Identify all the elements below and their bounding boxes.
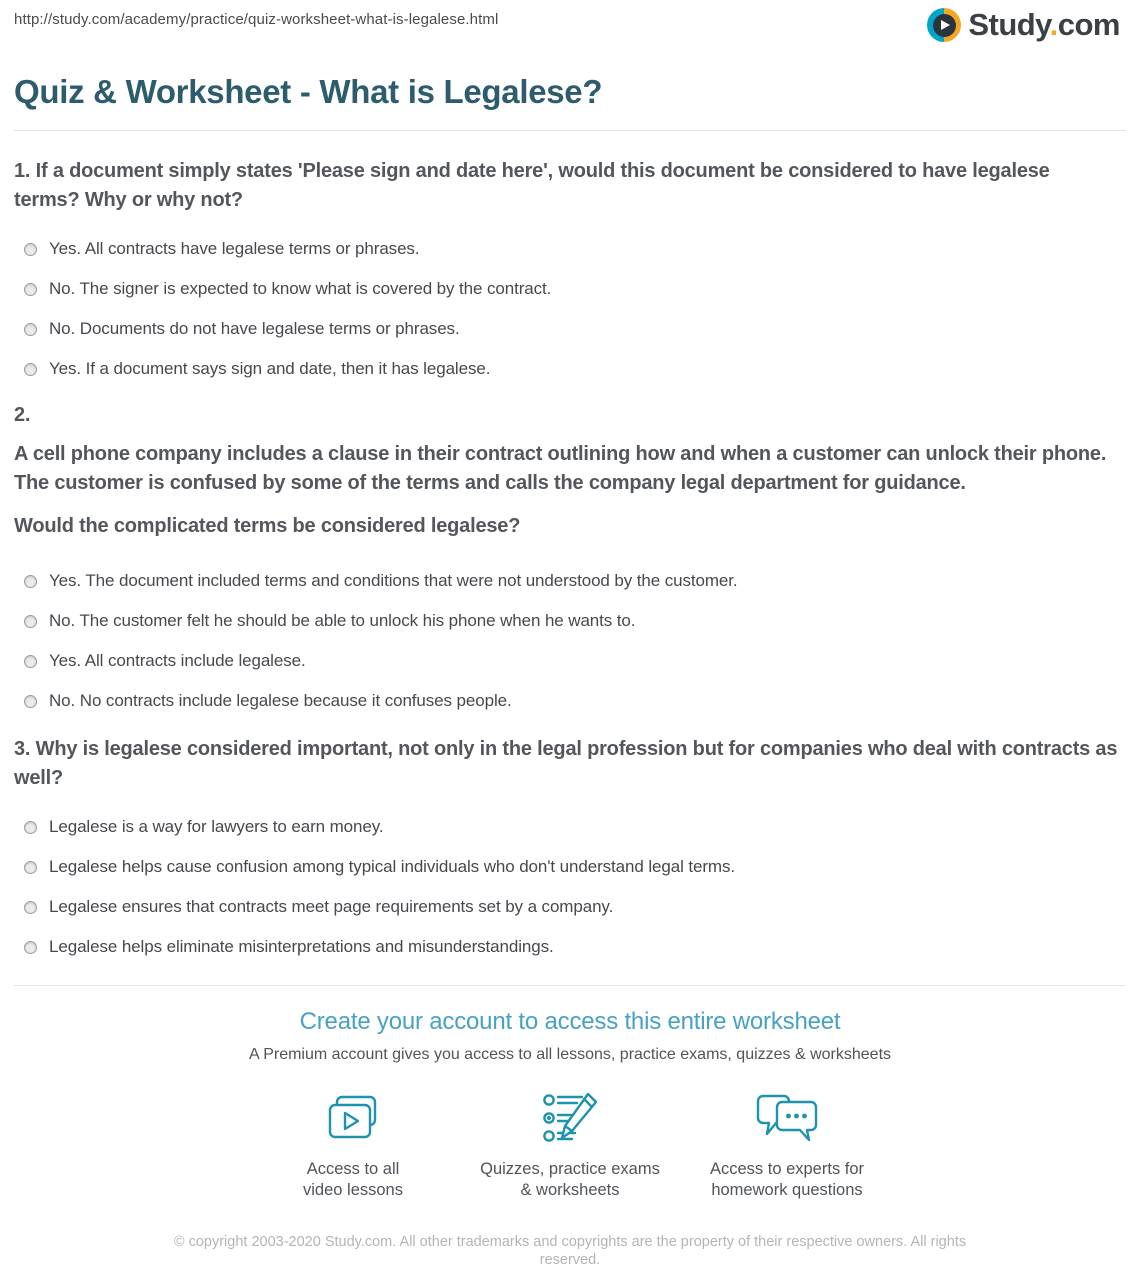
radio-button[interactable] [24,615,37,628]
copyright-notice: © copyright 2003-2020 Study.com. All other trademarks and copyrights are the property of their respective owners. All rights reserved. [173,1234,967,1268]
quiz-worksheet-icon [462,1090,679,1146]
logo-wordmark: Study.com [968,7,1120,42]
question-3-options [14,817,1126,957]
radio-button[interactable] [24,861,37,874]
feature-caption: Access to experts for homework questions [709,1160,865,1199]
option-label: Yes. If a document says sign and date, then it has legalese. [49,359,491,378]
studycom-logo[interactable] [927,7,1120,43]
option-label: Legalese helps eliminate misinterpretations and misunderstandings. [49,937,554,956]
question-2 [14,401,1126,711]
cta-divider [14,985,1126,986]
play-logo-icon [927,8,961,42]
option-label: Yes. All contracts have legalese terms or phrases. [49,239,420,258]
question-2-text: Would the complicated terms be considered legalese? [14,515,521,537]
radio-button[interactable] [24,655,37,668]
video-lessons-icon [245,1090,462,1146]
page-title: Quiz & Worksheet - What is Legalese? [14,73,603,110]
question-1-options [14,239,1126,379]
question-option[interactable] [14,651,1126,671]
option-label: No. The customer felt he should be able to unlock his phone when he wants to. [49,611,636,630]
question-2-number: 2. [14,404,31,426]
radio-button[interactable] [24,243,37,256]
feature-caption: Access to all video lessons [303,1160,403,1199]
question-1 [14,157,1126,379]
question-option[interactable] [14,817,1126,837]
question-option[interactable] [14,359,1126,379]
feature-experts [679,1090,896,1201]
option-label: Yes. All contracts include legalese. [49,651,306,670]
expert-chat-icon [679,1090,896,1146]
option-label: Legalese is a way for lawyers to earn money. [49,817,384,836]
radio-button[interactable] [24,695,37,708]
option-label: No. Documents do not have legalese terms or phrases. [49,319,460,338]
question-1-text: 1. If a document simply states 'Please sign and date here', would this document be considered to have legalese terms? Why or why not? [14,160,1050,211]
question-option[interactable] [14,239,1126,259]
question-option[interactable] [14,691,1126,711]
question-option[interactable] [14,937,1126,957]
question-option[interactable] [14,319,1126,339]
radio-button[interactable] [24,941,37,954]
question-option[interactable] [14,611,1126,631]
radio-button[interactable] [24,901,37,914]
question-option[interactable] [14,279,1126,299]
option-label: Yes. The document included terms and conditions that were not understood by the customer. [49,571,738,590]
option-label: Legalese helps cause confusion among typical individuals who don't understand legal terms. [49,857,736,876]
option-label: No. No contracts include legalese because it confuses people. [49,691,512,710]
question-2-intro: A cell phone company includes a clause in their contract outlining how and when a customer can unlock their phone. The customer is confused by some of the terms and calls the company legal department for guidance. [14,443,1107,494]
question-option[interactable] [14,857,1126,877]
feature-video-lessons [245,1090,462,1201]
feature-caption: Quizzes, practice exams & worksheets [480,1160,660,1199]
cta-section [14,1008,1126,1201]
radio-button[interactable] [24,323,37,336]
option-label: No. The signer is expected to know what is covered by the contract. [49,279,552,298]
question-2-options [14,571,1126,711]
title-divider [14,130,1126,131]
radio-button[interactable] [24,283,37,296]
radio-button[interactable] [24,363,37,376]
radio-button[interactable] [24,821,37,834]
option-label: Legalese ensures that contracts meet page requirements set by a company. [49,897,614,916]
feature-list [14,1090,1126,1201]
top-bar [14,0,1126,58]
question-3 [14,735,1126,957]
question-3-text: 3. Why is legalese considered important, not only in the legal profession but for companies who deal with contracts as well? [14,738,1118,789]
question-option[interactable] [14,571,1126,591]
cta-subheading: A Premium account gives you access to all lessons, practice exams, quizzes & worksheets [248,1046,892,1063]
cta-heading[interactable]: Create your account to access this entire worksheet [299,1008,841,1035]
radio-button[interactable] [24,575,37,588]
page-url: http://study.com/academy/practice/quiz-worksheet-what-is-legalese.html [14,11,499,28]
question-option[interactable] [14,897,1126,917]
feature-quizzes [462,1090,679,1201]
